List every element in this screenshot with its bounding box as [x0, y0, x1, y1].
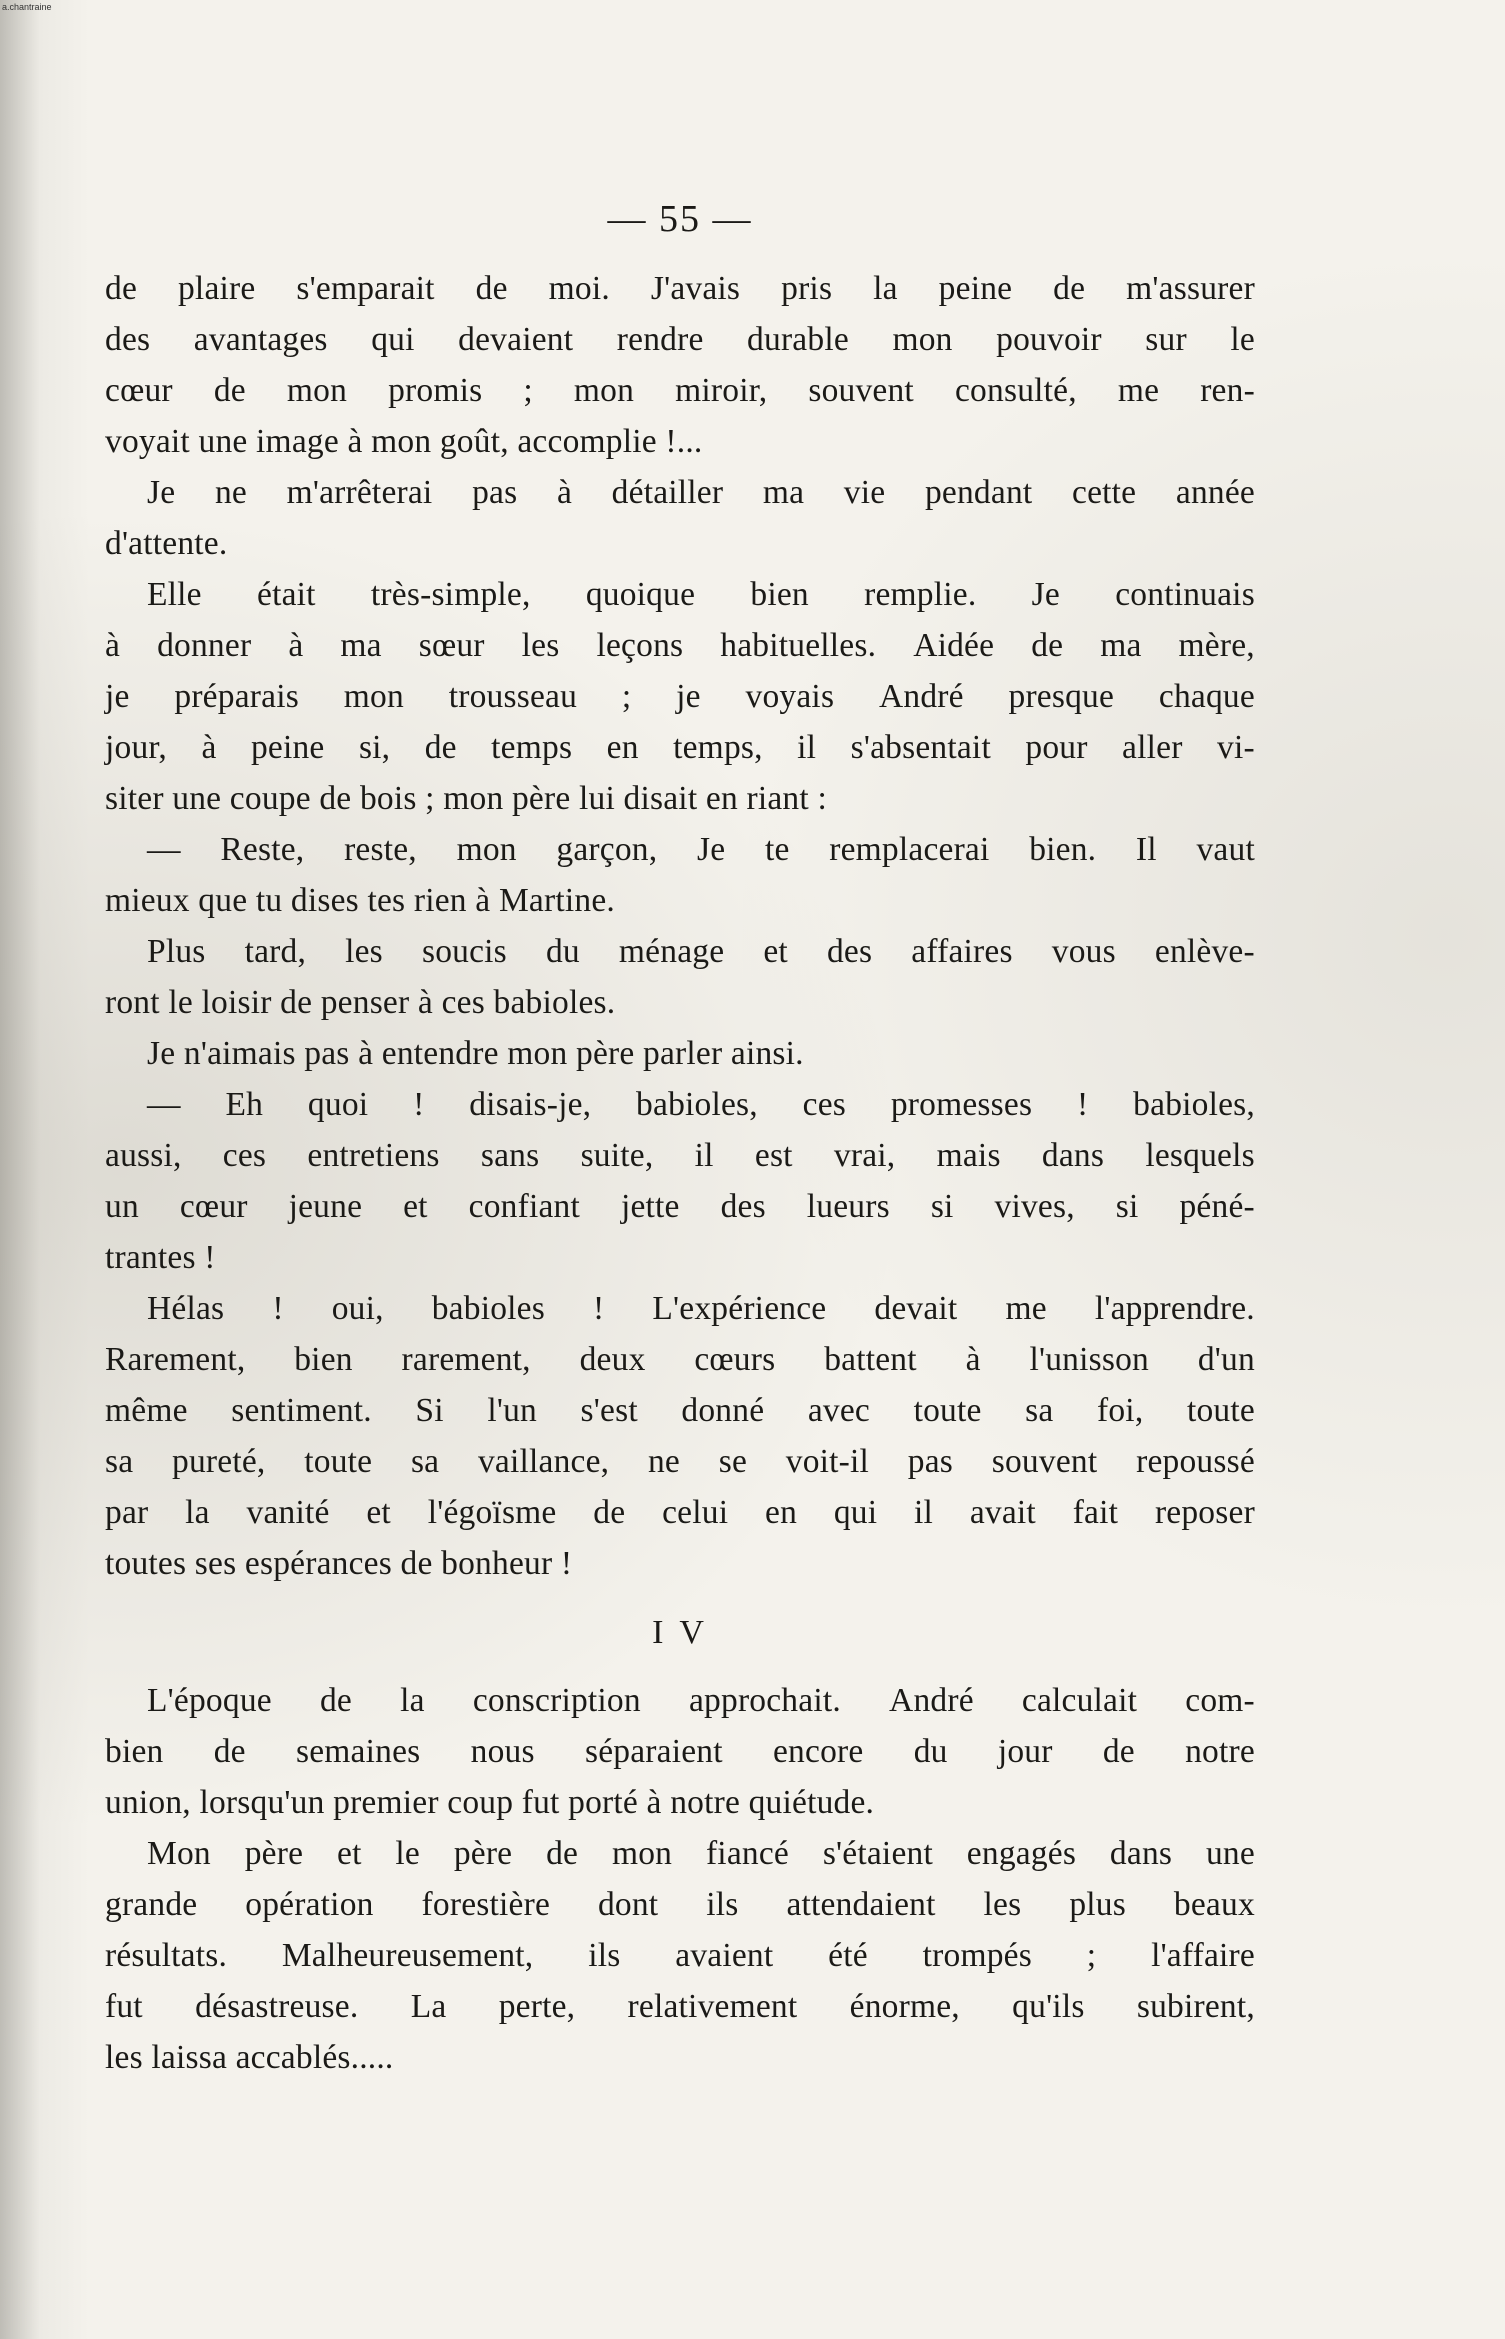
text-line: siter une coupe de bois ; mon père lui disait en riant : [105, 780, 827, 817]
text-line: Je ne m'arrêterai pas à détailler ma vie pendant cette année [147, 474, 1255, 511]
text-line: fut désastreuse. La perte, relativement énorme, qu'ils subirent, [105, 1988, 1255, 2025]
text-line: un cœur jeune et confiant jette des lueurs si vives, si péné- [105, 1188, 1255, 1225]
text-section-part2 [105, 1675, 1255, 2083]
text-line: d'attente. [105, 525, 228, 562]
text-line: je préparais mon trousseau ; je voyais André presque chaque [105, 678, 1255, 715]
text-line: toutes ses espérances de bonheur ! [105, 1545, 573, 1582]
page-number: — 55 — [607, 198, 753, 240]
text-line: les laissa accablés..... [105, 2039, 394, 2076]
text-line: Hélas ! oui, babioles ! L'expérience devait me l'apprendre. [147, 1290, 1255, 1327]
text-line: grande opération forestière dont ils attendaient les plus beaux [105, 1886, 1255, 1923]
text-line: trantes ! [105, 1239, 216, 1276]
library-stamp: a.chantraine [2, 2, 52, 12]
page-text-block [105, 195, 1255, 2083]
text-line: des avantages qui devaient rendre durable mon pouvoir sur le [105, 321, 1255, 358]
text-line: — Eh quoi ! disais-je, babioles, ces promesses ! babioles, [147, 1086, 1255, 1123]
text-line: de plaire s'emparait de moi. J'avais pris la peine de m'assurer [105, 270, 1255, 307]
text-line: par la vanité et l'égoïsme de celui en qui il avait fait reposer [105, 1494, 1255, 1531]
text-line: L'époque de la conscription approchait. André calculait com- [147, 1682, 1255, 1719]
text-line: mieux que tu dises tes rien à Martine. [105, 882, 615, 919]
text-line: bien de semaines nous séparaient encore du jour de notre [105, 1733, 1255, 1770]
text-line: cœur de mon promis ; mon miroir, souvent consulté, me ren- [105, 372, 1255, 409]
text-line: Je n'aimais pas à entendre mon père parler ainsi. [147, 1035, 804, 1072]
text-line: Rarement, bien rarement, deux cœurs battent à l'unisson d'un [105, 1341, 1255, 1378]
section-heading: I V [652, 1614, 708, 1651]
text-line: Mon père et le père de mon fiancé s'étaient engagés dans une [147, 1835, 1255, 1872]
text-line: résultats. Malheureusement, ils avaient été trompés ; l'affaire [105, 1937, 1255, 1974]
text-section-part1 [105, 263, 1255, 1589]
text-line: Plus tard, les soucis du ménage et des affaires vous enlève- [147, 933, 1255, 970]
text-line: jour, à peine si, de temps en temps, il s'absentait pour aller vi- [105, 729, 1255, 766]
text-line: ront le loisir de penser à ces babioles. [105, 984, 616, 1021]
text-line: Elle était très-simple, quoique bien remplie. Je continuais [147, 576, 1255, 613]
text-line: même sentiment. Si l'un s'est donné avec toute sa foi, toute [105, 1392, 1255, 1429]
text-line: union, lorsqu'un premier coup fut porté à notre quiétude. [105, 1784, 875, 1821]
text-line: à donner à ma sœur les leçons habituelles. Aidée de ma mère, [105, 627, 1255, 664]
text-line: — Reste, reste, mon garçon, Je te remplacerai bien. Il vaut [147, 831, 1255, 868]
text-line: sa pureté, toute sa vaillance, ne se voit-il pas souvent repoussé [105, 1443, 1255, 1480]
text-line: voyait une image à mon goût, accomplie !... [105, 423, 703, 460]
text-line: aussi, ces entretiens sans suite, il est vrai, mais dans lesquels [105, 1137, 1255, 1174]
